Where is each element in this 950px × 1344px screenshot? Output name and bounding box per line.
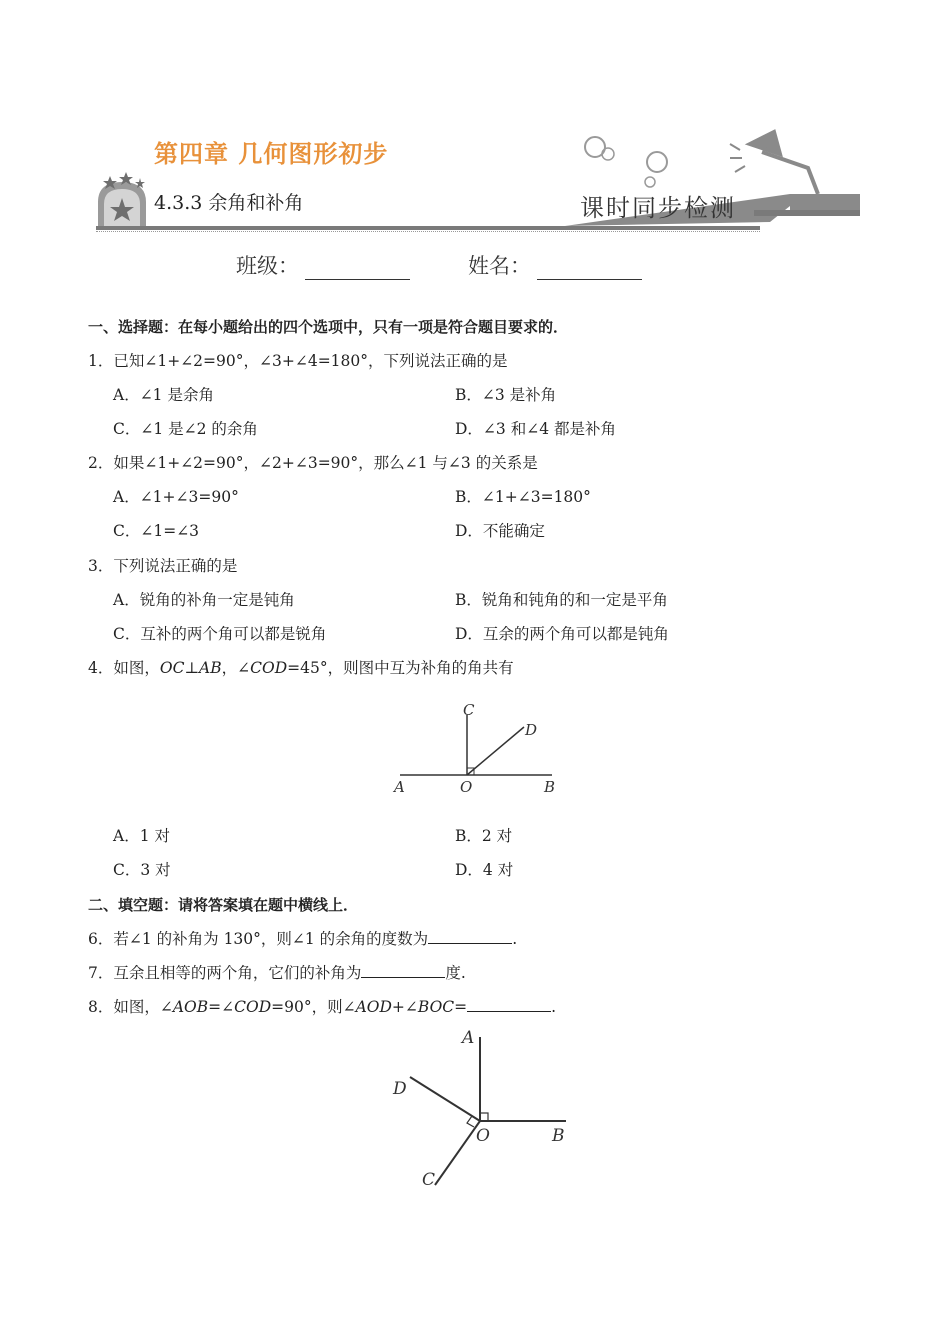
q4-option-c: C．3 对 (113, 861, 171, 879)
q8-figure (380, 1025, 590, 1200)
q2-option-d: D．不能确定 (455, 522, 545, 540)
name-field (468, 250, 642, 280)
q4-option-b: B．2 对 (455, 827, 513, 845)
class-label: 班级： (236, 254, 299, 278)
label-c: C (463, 701, 475, 719)
q1-option-d: D．∠3 和∠4 都是补角 (455, 420, 616, 438)
class-blank[interactable] (305, 257, 410, 280)
ray-od (410, 1077, 480, 1121)
label-o: O (476, 1126, 490, 1146)
q4-figure (380, 695, 580, 805)
q1-option-a: A．∠1 是余角 (113, 386, 214, 404)
q3-option-a: A．锐角的补角一定是钝角 (113, 591, 295, 609)
q2-option-c: C．∠1=∠3 (113, 522, 200, 540)
question-4: 4．如图，OC⊥AB，∠COD=45°，则图中互为补角的角共有 (88, 659, 514, 677)
question-2: 2．如果∠1+∠2=90°，∠2+∠3=90°，那么∠1 与∠3 的关系是 (88, 454, 538, 472)
part1-heading: 一、选择题：在每小题给出的四个选项中，只有一项是符合题目要求的． (88, 318, 569, 336)
q3-option-b: B．锐角和钝角的和一定是平角 (455, 591, 668, 609)
question-1: 1．已知∠1+∠2=90°，∠3+∠4=180°，下列说法正确的是 (88, 352, 508, 370)
star-badge-icon (98, 172, 146, 228)
question-6: 6．若∠1 的补角为 130°，则∠1 的余角的度数为 . (88, 930, 518, 948)
q2-option-b: B．∠1+∠3=180° (455, 488, 591, 506)
q4-option-a: A．1 对 (113, 827, 170, 845)
q3-option-c: C．互补的两个角可以都是锐角 (113, 625, 327, 643)
header-decoration (90, 110, 870, 240)
part2-heading: 二、填空题：请将答案填在题中横线上． (88, 896, 359, 914)
q6-answer-blank[interactable] (428, 929, 512, 944)
label-b: B (552, 1126, 565, 1146)
name-label: 姓名： (468, 254, 531, 278)
question-3: 3．下列说法正确的是 (88, 557, 238, 575)
question-7: 7．互余且相等的两个角，它们的补角为 度. (88, 964, 466, 982)
brand-text: 课时同步检测 (580, 194, 736, 222)
label-a: A (394, 778, 405, 796)
name-blank[interactable] (537, 257, 642, 280)
right-angle-mark-aob (480, 1113, 488, 1121)
q3-option-d: D．互余的两个角可以都是钝角 (455, 625, 669, 643)
ray-oc (435, 1121, 480, 1185)
header-rule-dotted (96, 231, 760, 233)
section-title: 4.3.3 余角和补角 (154, 192, 304, 214)
q8-answer-blank[interactable] (467, 997, 551, 1012)
label-c: C (422, 1170, 436, 1190)
q1-option-c: C．∠1 是∠2 的余角 (113, 420, 258, 438)
label-d: D (525, 721, 538, 739)
desk-lamp-icon (730, 132, 818, 194)
label-d: D (393, 1079, 407, 1099)
ray-od (467, 727, 524, 775)
chapter-title: 第四章 几何图形初步 (154, 140, 389, 168)
q4-option-d: D．4 对 (455, 861, 514, 879)
question-8: 8．如图，∠AOB=∠COD=90°，则∠AOD+∠BOC= . (88, 998, 557, 1016)
label-b: B (544, 778, 556, 796)
q7-answer-blank[interactable] (361, 963, 445, 978)
q2-option-a: A．∠1+∠3=90° (113, 488, 239, 506)
header-rule (96, 226, 760, 230)
label-a: A (462, 1028, 475, 1048)
class-field (236, 250, 410, 280)
label-o: O (460, 778, 473, 796)
q1-option-b: B．∠3 是补角 (455, 386, 557, 404)
